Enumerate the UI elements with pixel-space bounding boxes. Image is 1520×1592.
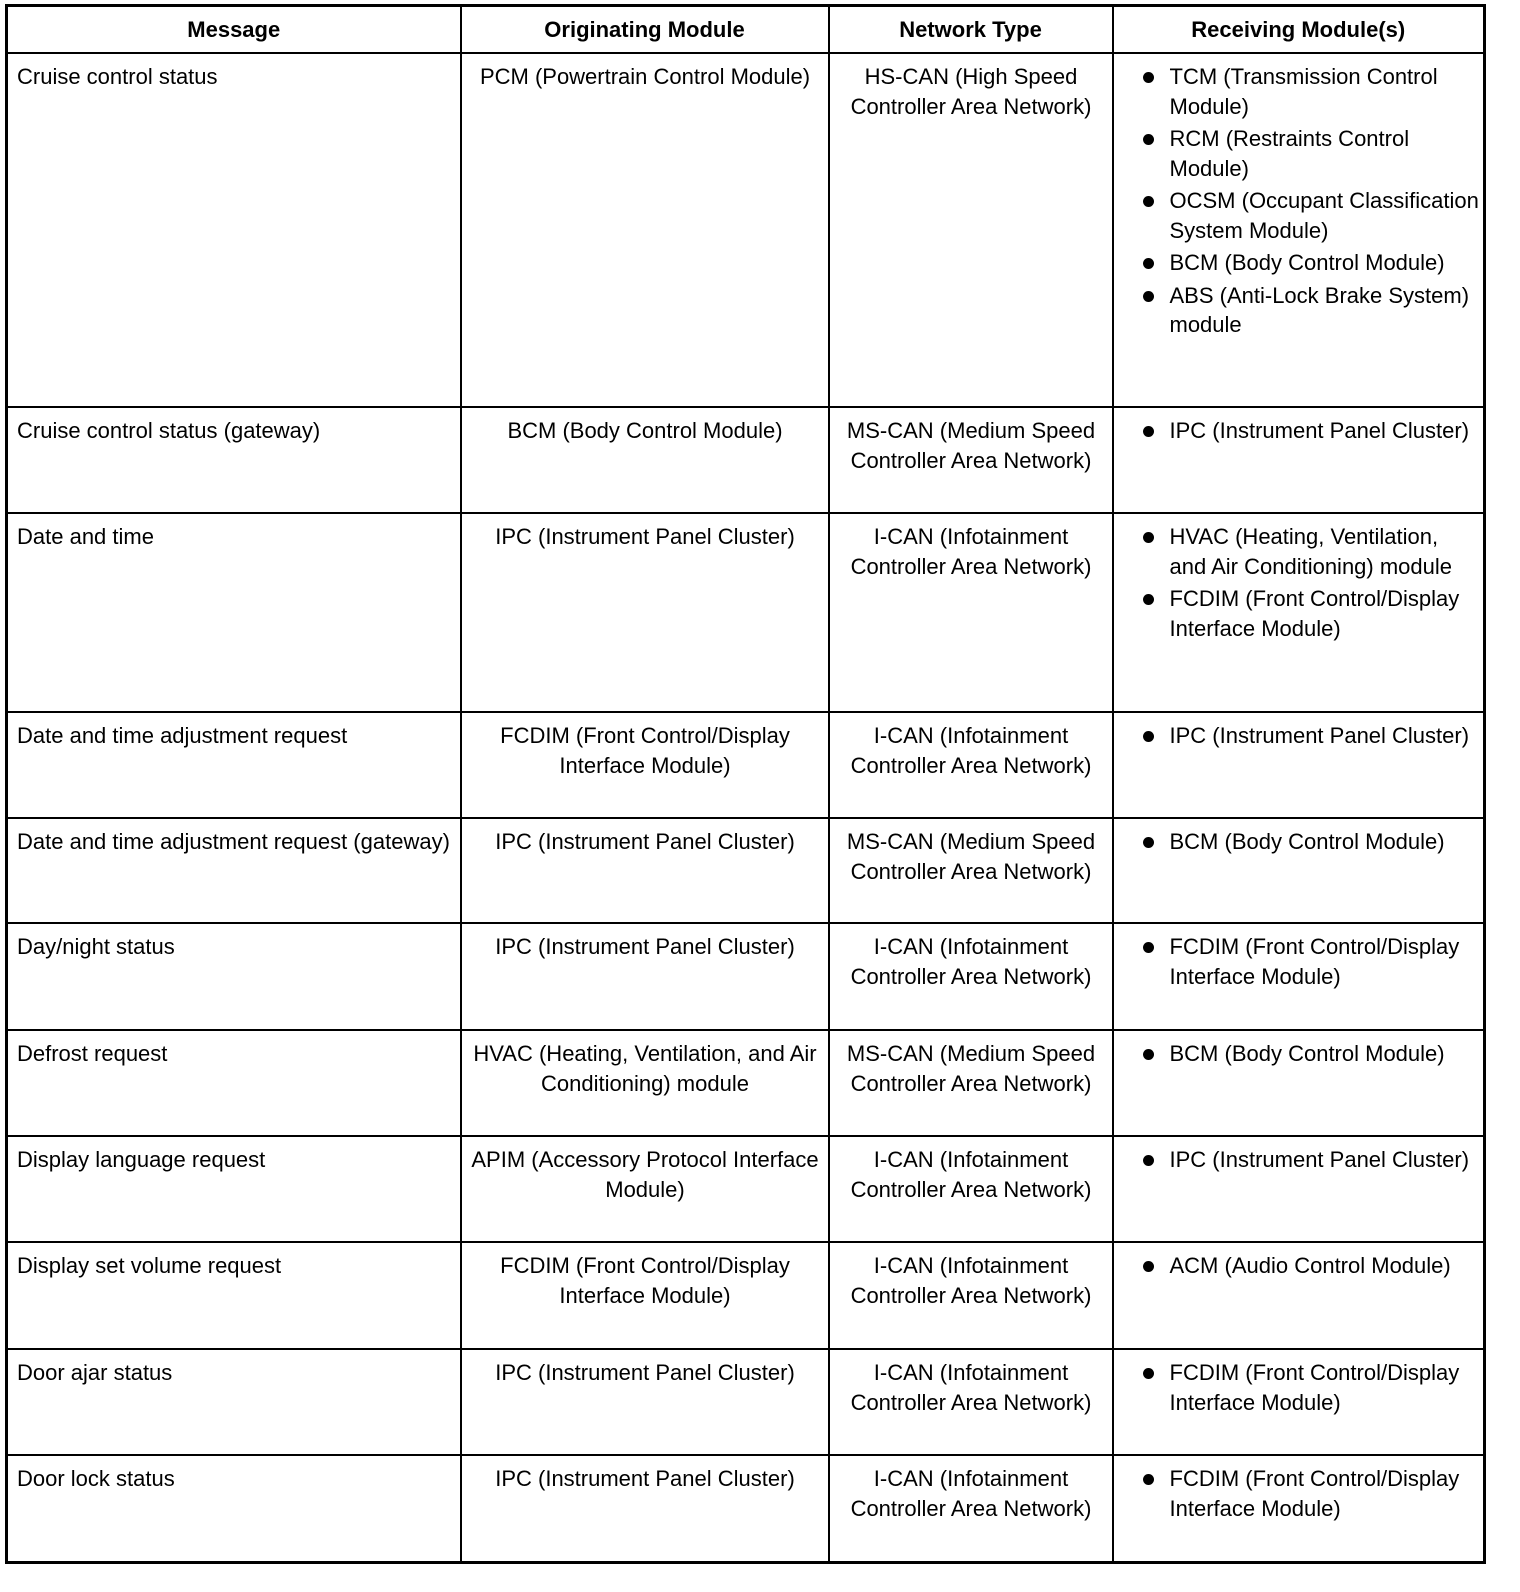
originating-module-cell: FCDIM (Front Control/Display Interface Module) bbox=[461, 1242, 829, 1349]
network-type-cell: MS-CAN (Medium Speed Controller Area Network) bbox=[829, 407, 1113, 513]
receiver-item bbox=[1122, 1145, 1480, 1175]
receiver-list bbox=[1122, 932, 1480, 991]
receiver-list bbox=[1122, 416, 1480, 446]
receiving-modules-cell bbox=[1113, 1349, 1485, 1455]
bullet-icon bbox=[1122, 124, 1170, 183]
message-cell: Cruise control status bbox=[7, 53, 461, 407]
table-row bbox=[7, 407, 1485, 513]
originating-module-cell: IPC (Instrument Panel Cluster) bbox=[461, 1349, 829, 1455]
receiving-modules-cell bbox=[1113, 818, 1485, 923]
receiving-modules-cell bbox=[1113, 712, 1485, 818]
receiver-list bbox=[1122, 1358, 1480, 1417]
receiver-label: IPC (Instrument Panel Cluster) bbox=[1169, 418, 1470, 443]
table-row bbox=[7, 923, 1485, 1030]
message-cell: Cruise control status (gateway) bbox=[7, 407, 461, 513]
receiver-item bbox=[1122, 1251, 1480, 1281]
table-row bbox=[7, 513, 1485, 712]
receiving-modules-cell bbox=[1113, 923, 1485, 1030]
receiver-list bbox=[1122, 1145, 1480, 1175]
receiver-label: RCM (Restraints Control Module) bbox=[1169, 126, 1410, 181]
network-type-cell: I-CAN (Infotainment Controller Area Network) bbox=[829, 712, 1113, 818]
receiver-list bbox=[1122, 522, 1480, 643]
message-cell: Date and time adjustment request (gateway) bbox=[7, 818, 461, 923]
receiver-item bbox=[1122, 522, 1480, 581]
originating-module-cell: BCM (Body Control Module) bbox=[461, 407, 829, 513]
table-row bbox=[7, 1030, 1485, 1136]
receiver-label: BCM (Body Control Module) bbox=[1169, 829, 1445, 854]
receiving-modules-cell bbox=[1113, 1030, 1485, 1136]
receiver-label: IPC (Instrument Panel Cluster) bbox=[1169, 723, 1470, 748]
bullet-icon bbox=[1122, 932, 1170, 991]
receiver-item bbox=[1122, 1039, 1480, 1069]
receiver-label: FCDIM (Front Control/Display Interface Module) bbox=[1169, 586, 1460, 641]
bullet-icon bbox=[1122, 416, 1170, 446]
bullet-icon bbox=[1122, 522, 1170, 581]
receiving-modules-cell bbox=[1113, 1242, 1485, 1349]
message-cell: Defrost request bbox=[7, 1030, 461, 1136]
receiver-label: BCM (Body Control Module) bbox=[1169, 250, 1445, 275]
receiver-list bbox=[1122, 827, 1480, 857]
message-cell: Display set volume request bbox=[7, 1242, 461, 1349]
originating-module-cell: IPC (Instrument Panel Cluster) bbox=[461, 818, 829, 923]
bullet-icon bbox=[1122, 1145, 1170, 1175]
receiver-label: BCM (Body Control Module) bbox=[1169, 1041, 1445, 1066]
receiver-item bbox=[1122, 1464, 1480, 1523]
network-type-cell: I-CAN (Infotainment Controller Area Network) bbox=[829, 923, 1113, 1030]
receiver-item bbox=[1122, 584, 1480, 643]
table-row bbox=[7, 818, 1485, 923]
receiver-list bbox=[1122, 721, 1480, 751]
message-table bbox=[5, 4, 1486, 1564]
table-row bbox=[7, 53, 1485, 407]
receiver-label: HVAC (Heating, Ventilation, and Air Conditioning) module bbox=[1169, 524, 1453, 579]
header-receiving-modules: Receiving Module(s) bbox=[1113, 6, 1485, 54]
header-originating-module: Originating Module bbox=[461, 6, 829, 54]
receiver-label: TCM (Transmission Control Module) bbox=[1169, 64, 1438, 119]
header-network-type: Network Type bbox=[829, 6, 1113, 54]
network-type-cell: MS-CAN (Medium Speed Controller Area Network) bbox=[829, 818, 1113, 923]
originating-module-cell: FCDIM (Front Control/Display Interface Module) bbox=[461, 712, 829, 818]
network-type-cell: HS-CAN (High Speed Controller Area Network) bbox=[829, 53, 1113, 407]
receiver-list bbox=[1122, 1251, 1480, 1281]
receiving-modules-cell bbox=[1113, 407, 1485, 513]
originating-module-cell: APIM (Accessory Protocol Interface Module) bbox=[461, 1136, 829, 1242]
receiver-list bbox=[1122, 62, 1480, 340]
receiver-item bbox=[1122, 1358, 1480, 1417]
network-type-cell: I-CAN (Infotainment Controller Area Network) bbox=[829, 513, 1113, 712]
receiver-item bbox=[1122, 932, 1480, 991]
table-row bbox=[7, 1242, 1485, 1349]
receiving-modules-cell bbox=[1113, 1455, 1485, 1562]
network-type-cell: I-CAN (Infotainment Controller Area Network) bbox=[829, 1242, 1113, 1349]
receiver-item bbox=[1122, 248, 1480, 278]
message-cell: Display language request bbox=[7, 1136, 461, 1242]
receiver-item bbox=[1122, 62, 1480, 121]
table-row bbox=[7, 1455, 1485, 1562]
receiving-modules-cell bbox=[1113, 513, 1485, 712]
message-cell: Date and time bbox=[7, 513, 461, 712]
receiver-label: IPC (Instrument Panel Cluster) bbox=[1169, 1147, 1470, 1172]
bullet-icon bbox=[1122, 248, 1170, 278]
table-row bbox=[7, 1349, 1485, 1455]
bullet-icon bbox=[1122, 1039, 1170, 1069]
receiver-item bbox=[1122, 827, 1480, 857]
message-cell: Door ajar status bbox=[7, 1349, 461, 1455]
originating-module-cell: PCM (Powertrain Control Module) bbox=[461, 53, 829, 407]
bullet-icon bbox=[1122, 62, 1170, 121]
receiver-label: OCSM (Occupant Classification System Module) bbox=[1169, 188, 1479, 243]
receiver-list bbox=[1122, 1039, 1480, 1069]
header-row bbox=[7, 6, 1485, 54]
receiving-modules-cell bbox=[1113, 53, 1485, 407]
bullet-icon bbox=[1122, 584, 1170, 643]
network-type-cell: I-CAN (Infotainment Controller Area Network) bbox=[829, 1349, 1113, 1455]
originating-module-cell: IPC (Instrument Panel Cluster) bbox=[461, 1455, 829, 1562]
receiving-modules-cell bbox=[1113, 1136, 1485, 1242]
bullet-icon bbox=[1122, 1358, 1170, 1417]
network-type-cell: I-CAN (Infotainment Controller Area Network) bbox=[829, 1136, 1113, 1242]
message-cell: Date and time adjustment request bbox=[7, 712, 461, 818]
header-message: Message bbox=[7, 6, 461, 54]
receiver-label: FCDIM (Front Control/Display Interface Module) bbox=[1169, 1466, 1460, 1521]
originating-module-cell: HVAC (Heating, Ventilation, and Air Conditioning) module bbox=[461, 1030, 829, 1136]
receiver-label: FCDIM (Front Control/Display Interface Module) bbox=[1169, 934, 1460, 989]
receiver-item bbox=[1122, 124, 1480, 183]
bullet-icon bbox=[1122, 827, 1170, 857]
bullet-icon bbox=[1122, 186, 1170, 245]
originating-module-cell: IPC (Instrument Panel Cluster) bbox=[461, 923, 829, 1030]
bullet-icon bbox=[1122, 281, 1170, 340]
message-cell: Door lock status bbox=[7, 1455, 461, 1562]
receiver-item bbox=[1122, 186, 1480, 245]
receiver-item bbox=[1122, 721, 1480, 751]
receiver-item bbox=[1122, 281, 1480, 340]
receiver-label: FCDIM (Front Control/Display Interface Module) bbox=[1169, 1360, 1460, 1415]
receiver-item bbox=[1122, 416, 1480, 446]
message-cell: Day/night status bbox=[7, 923, 461, 1030]
table-row bbox=[7, 1136, 1485, 1242]
bullet-icon bbox=[1122, 721, 1170, 751]
receiver-list bbox=[1122, 1464, 1480, 1523]
network-type-cell: I-CAN (Infotainment Controller Area Network) bbox=[829, 1455, 1113, 1562]
bullet-icon bbox=[1122, 1251, 1170, 1281]
originating-module-cell: IPC (Instrument Panel Cluster) bbox=[461, 513, 829, 712]
receiver-label: ABS (Anti-Lock Brake System) module bbox=[1169, 282, 1470, 337]
network-type-cell: MS-CAN (Medium Speed Controller Area Network) bbox=[829, 1030, 1113, 1136]
table-row bbox=[7, 712, 1485, 818]
bullet-icon bbox=[1122, 1464, 1170, 1523]
receiver-label: ACM (Audio Control Module) bbox=[1169, 1253, 1451, 1278]
